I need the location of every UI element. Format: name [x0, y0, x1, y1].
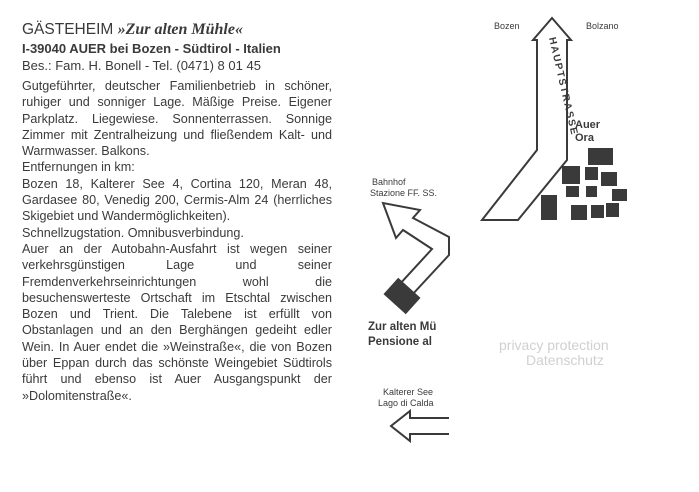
- description-paragraph: Gutgeführter, deutscher Familienbetrieb in schöner, ruhiger und sonniger Lage. Mäßige Preise. Eigener Parkplatz. Liegewiese. Sonnenterrassen. Sonnige Zimmer mit Zentralheizung und fließendem Kalt- und Warmwasser. Balkons.: [22, 79, 332, 159]
- map-label-hotel-it: Pensione al: [368, 336, 432, 348]
- map-label-hotel-de: Zur alten Mü: [368, 321, 437, 333]
- region-paragraph: Auer an der Autobahn-Ausfahrt ist wegen seiner verkehrsgünstigen Lage und seiner Fremdenverkehrseinrichtungen wohl die besuchenswerteste Ortschaft im Etschtal zwischen Bozen und Trient. Die Talebene ist erfüllt von Obstanlagen und an den Berghängen gedeiht edler Wein. In Auer endet die »Weinstraße«, die von Bozen über Eppan durch das schönste Weingebiet Südtirols führt und ebenso ist Auer Ausgangspunkt der »Dolomitenstraße«.: [22, 241, 332, 403]
- station-road: [383, 203, 449, 296]
- map-label-bahnhof: Bahnhof: [372, 177, 406, 187]
- transport-paragraph: Schnellzugstation. Omnibusverbindung.: [22, 225, 244, 240]
- title-label: GÄSTEHEIM: [22, 21, 114, 38]
- kalterer-see-arrow: [391, 411, 449, 441]
- guesthouse-name: »Zur alten Mühle«: [117, 21, 243, 38]
- address: I-39040 AUER bei Bozen - Südtirol - Italien: [22, 41, 281, 56]
- map-label-stazione: Stazione FF. SS.: [370, 188, 438, 198]
- map-label-bozen: Bozen: [494, 21, 520, 31]
- map-label-kalterer-see: Kalterer See: [383, 387, 434, 397]
- distances-paragraph: Bozen 18, Kalterer See 4, Cortina 120, Meran 48, Gardasee 80, Venedig 200, Cermis-Alm 24 (herrliches Skigebiet und Wandermöglichkeiten).: [22, 176, 332, 224]
- owner-line: Bes.: Fam. H. Bonell - Tel. (0471) 8 01 45: [22, 58, 261, 73]
- watermark-line-2: Datenschutz: [526, 352, 604, 368]
- map-label-auer: Auer: [575, 119, 601, 131]
- map-label-bolzano: Bolzano: [586, 21, 619, 31]
- map-label-lago: Lago di Calda: [378, 398, 434, 408]
- distances-heading: Entfernungen in km:: [22, 160, 135, 175]
- hauptstrasse-text: HAUPTSTRASSE: [546, 36, 580, 137]
- watermark-line-1: privacy protection: [499, 337, 609, 353]
- watermark: [499, 338, 609, 368]
- map-label-ora: Ora: [575, 132, 594, 144]
